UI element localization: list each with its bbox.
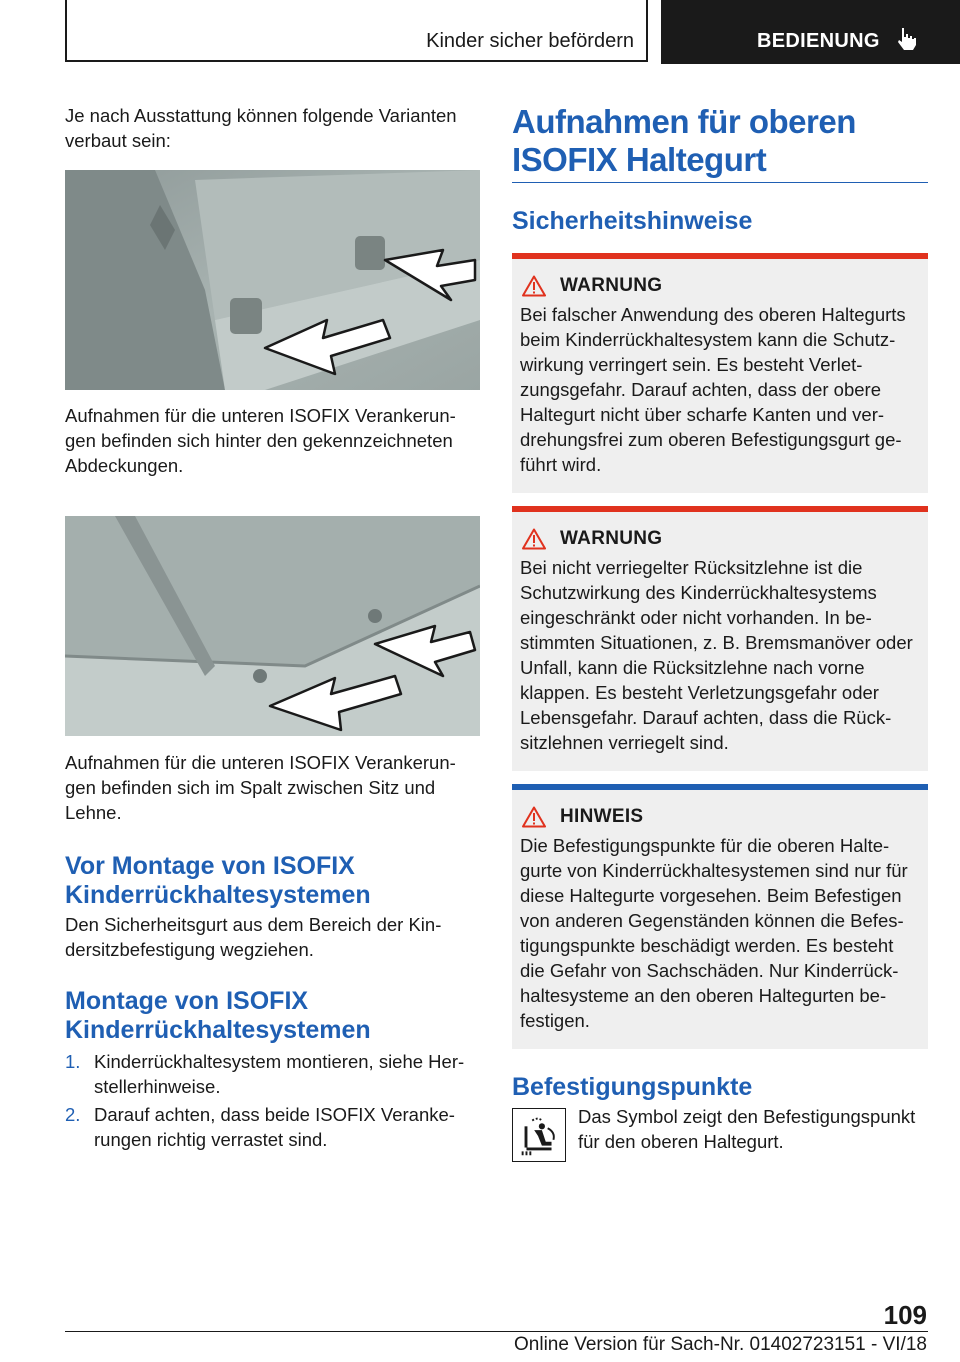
warning-triangle-icon (522, 275, 546, 297)
warning2-box (512, 512, 928, 771)
step-number: 1. (65, 1051, 81, 1072)
page-number: 109 (883, 1300, 927, 1330)
header-chapter-tab (661, 0, 960, 64)
step-number: 2. (65, 1104, 81, 1125)
left-column (65, 103, 480, 1152)
notice-box (512, 790, 928, 1049)
intro-text: Je nach Ausstattung können folgende Varianten verbaut sein: (65, 105, 457, 151)
isofix-photo-covers (65, 170, 480, 390)
hand-pointer-icon (893, 26, 919, 52)
photo2-caption: Aufnahmen für die unteren ISOFIX Verankerungen befinden sich im Spalt zwischen Sitz und Lehne. (65, 752, 456, 823)
footer-rule (65, 1331, 928, 1332)
points-row (512, 1104, 928, 1162)
header-chapter-title: BEDIENUNG (757, 30, 880, 52)
warning1-box (512, 259, 928, 493)
warning2-title: WARNUNG (560, 528, 663, 549)
footer-version: Online Version für Sach-Nr. 01402723151 - VI/18 (514, 1334, 927, 1355)
warning1-text: Bei falscher Anwendung des oberen Haltegurts beim Kinderrückhaltesystem kann die Schutzwirkung verringert sein. Es besteht Verletzungsgefahr. Darauf achten, dass der obere Haltegurt nicht über scharfe Kanten und verdrehungsfrei zum oberen Befestigungsgurt geführt wird. (520, 304, 906, 475)
points-heading: Befestigungspunkte (512, 1073, 753, 1101)
notice-text: Die Befestigungspunkte für die oberen Haltegurte von Kinderrückhaltesystemen sind nur für diese Haltegurte vorgesehen. Beim Befestigen von anderen Gegenständen können die Befestigungspunkte beschädigt werden. Es besteht die Gefahr von Sachschäden. Nur Kinderrückhaltesysteme an den oberen Haltegurten befestigen. (520, 835, 908, 1031)
notice-triangle-icon (522, 806, 546, 828)
warning1-title: WARNUNG (560, 275, 663, 296)
section-title: Aufnahmen für oberen ISOFIX Haltegurt (512, 103, 856, 178)
before-mount-heading: Vor Montage von ISOFIX Kinderrückhaltesystemen (65, 852, 371, 909)
step-text: Darauf achten, dass beide ISOFIX Verankerungen richtig verrastet sind. (94, 1104, 455, 1150)
points-text: Das Symbol zeigt den Befestigungspunkt für den oberen Haltegurt. (578, 1106, 916, 1152)
warning-triangle-icon (522, 528, 546, 550)
step-item (65, 1049, 480, 1099)
header-section-tab (65, 0, 648, 62)
right-column (512, 103, 928, 1162)
child-seat-anchor-icon (512, 1108, 566, 1162)
isofix-photo-gap (65, 516, 480, 736)
title-rule (512, 182, 928, 183)
mount-heading: Montage von ISOFIX Kinderrückhaltesystemen (65, 987, 371, 1044)
safety-heading: Sicherheitshinweise (512, 207, 753, 235)
header-section-title: Kinder sicher befördern (426, 30, 634, 52)
step-text: Kinderrückhaltesystem montieren, siehe Herstellerhinweise. (94, 1051, 465, 1097)
mount-steps (65, 1049, 480, 1152)
photo1-caption: Aufnahmen für die unteren ISOFIX Verankerungen befinden sich hinter den gekennzeichneten Abdeckungen. (65, 405, 456, 476)
notice-title: HINWEIS (560, 806, 644, 827)
before-mount-text: Den Sicherheitsgurt aus dem Bereich der Kindersitzbefestigung wegziehen. (65, 914, 442, 960)
step-item (65, 1102, 480, 1152)
warning2-text: Bei nicht verriegelter Rücksitzlehne ist die Schutzwirkung des Kinderrückhaltesystems eingeschränkt oder nicht vorhanden. In bestimmten Situationen, z. B. Bremsmanöver oder Unfall, kann die Rücksitzlehne nach vorne klappen. Es besteht Verletzungsgefahr oder Lebensgefahr. Darauf achten, dass die Rücksitzlehnen verriegelt sind. (520, 557, 913, 753)
